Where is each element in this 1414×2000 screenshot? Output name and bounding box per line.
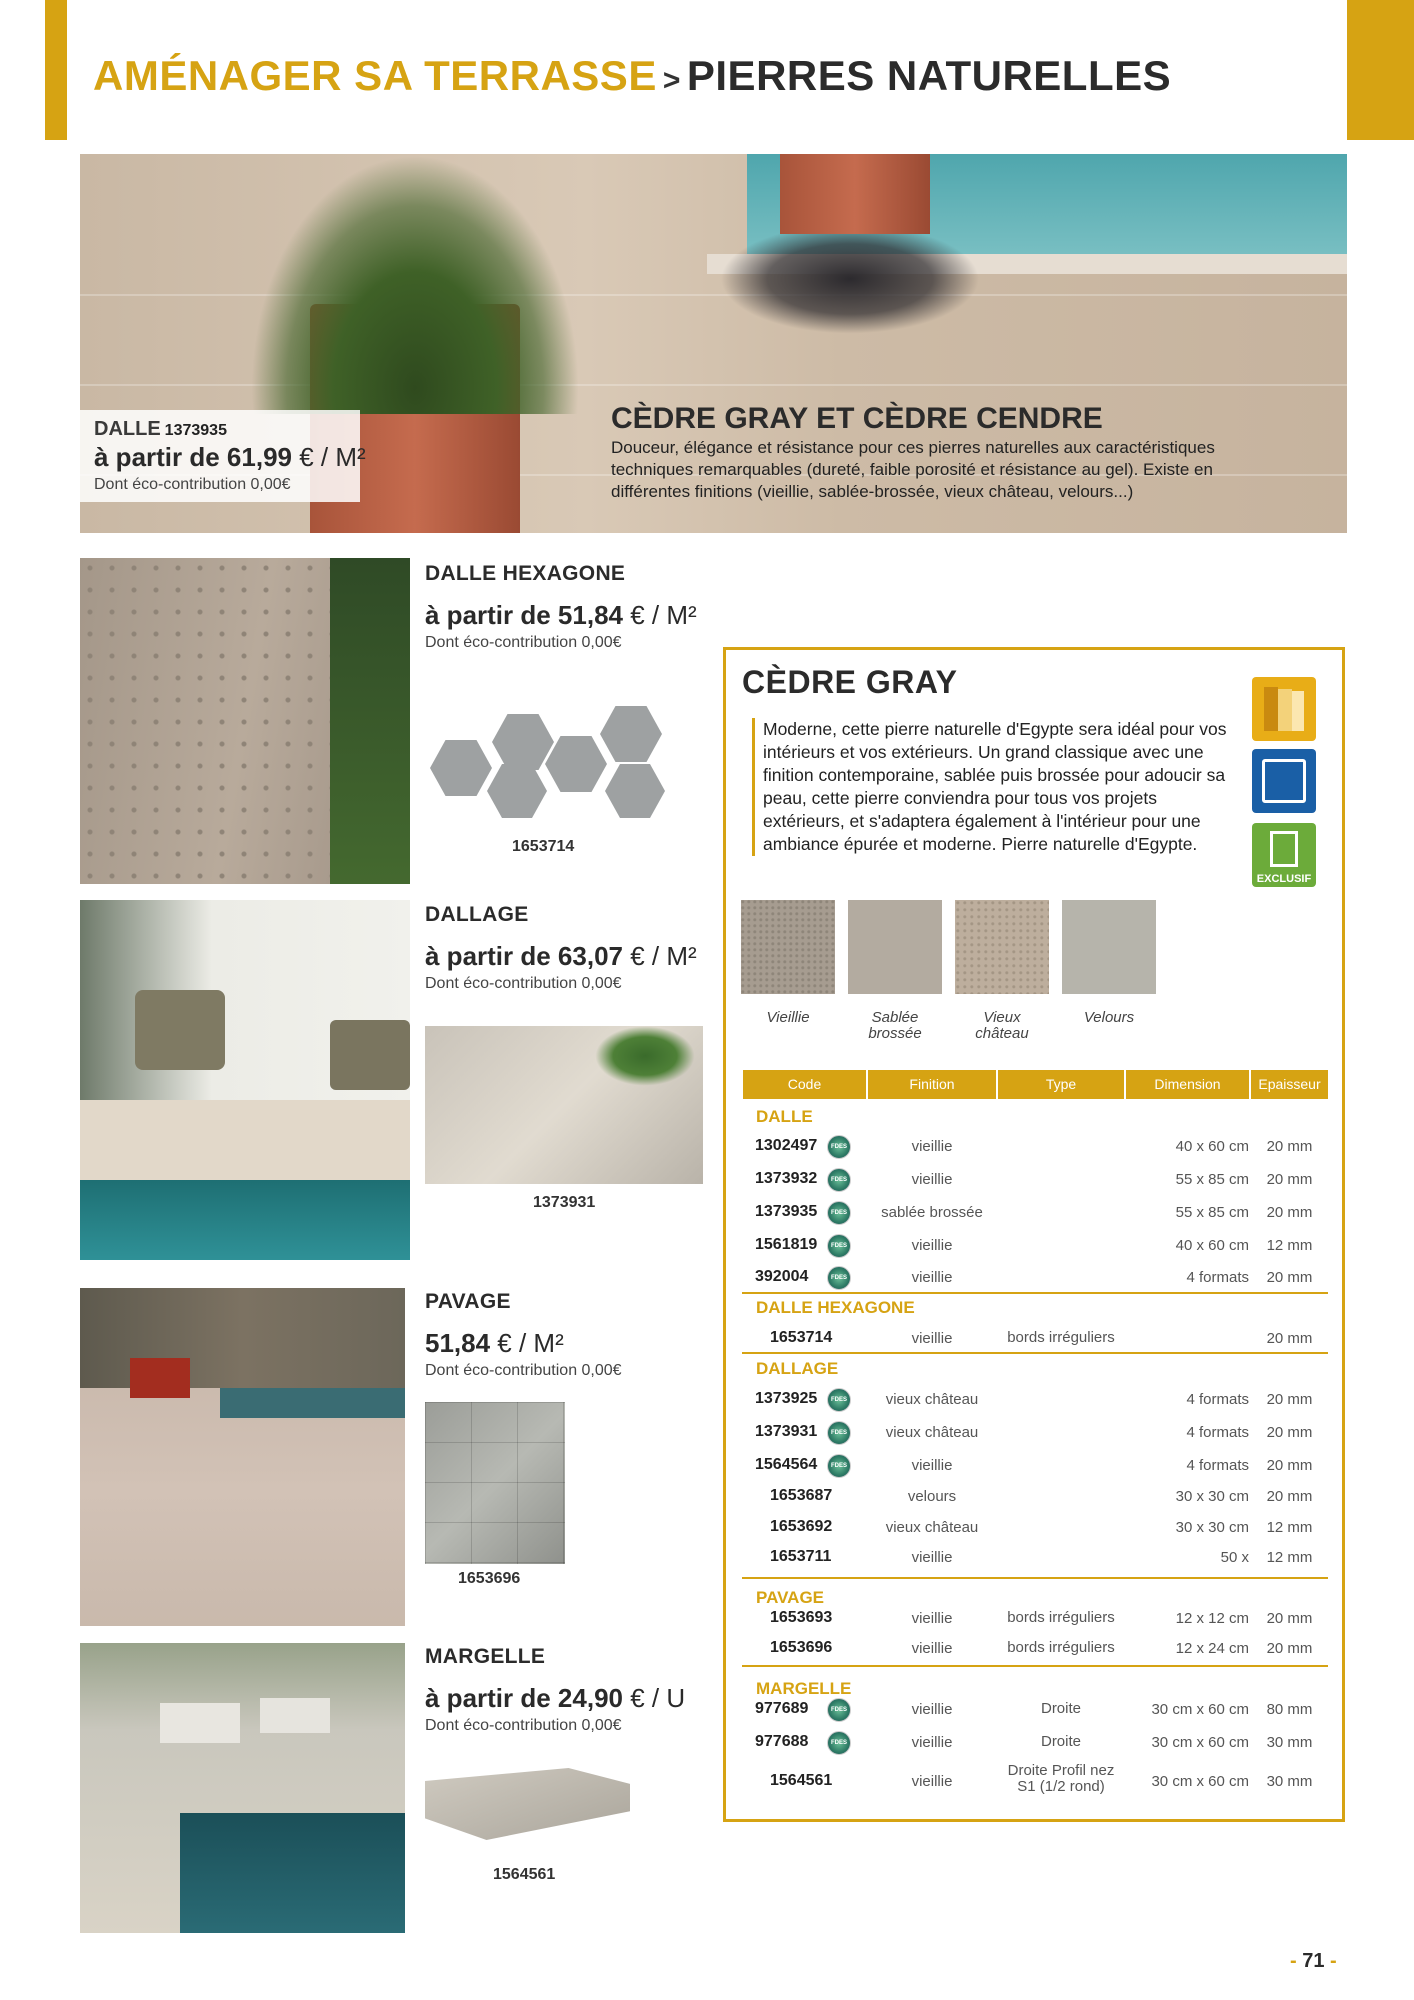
photo-pool <box>220 1388 405 1418</box>
exclusive-label: EXCLUSIF <box>1256 873 1312 885</box>
table-cell-dimension: 40 x 60 cm <box>1175 1237 1249 1254</box>
color-palette-icon <box>1252 677 1316 741</box>
table-cell-finition: vieillie <box>911 1549 953 1566</box>
table-cell-epaisseur: 80 mm <box>1266 1701 1313 1718</box>
page-title <box>93 52 1171 100</box>
table-cell-code: 1564564 <box>755 1456 818 1473</box>
table-cell-finition: vieillie <box>911 1171 953 1188</box>
table-cell-dimension: 4 formats <box>1186 1424 1249 1441</box>
fdes-icon: FDES <box>827 1234 851 1258</box>
table-cell-dimension: 30 cm x 60 cm <box>1151 1701 1249 1718</box>
table-cell-finition: vieillie <box>911 1773 953 1790</box>
table-section-title: MARGELLE <box>756 1679 852 1698</box>
product-code: 1653714 <box>512 838 575 855</box>
hero-pot-back <box>780 154 930 234</box>
table-cell-finition: vieux château <box>885 1391 979 1408</box>
hero-plant-shadow <box>720 224 980 334</box>
table-cell-finition: vieillie <box>911 1734 953 1751</box>
product-price: 51,84 € / M² <box>425 1328 564 1358</box>
fdes-icon: FDES <box>827 1698 851 1722</box>
photo-grass <box>330 558 410 884</box>
table-cell-dimension: 30 cm x 60 cm <box>1151 1734 1249 1751</box>
product-eco-contribution: Dont éco-contribution 0,00€ <box>425 1362 622 1379</box>
product-code: 1653696 <box>458 1570 521 1587</box>
table-cell-code: 977689 <box>755 1700 809 1717</box>
table-cell-epaisseur: 20 mm <box>1266 1424 1313 1441</box>
table-cell-finition: vieillie <box>911 1640 953 1657</box>
photo-pool <box>80 1180 410 1260</box>
table-cell-dimension: 12 x 24 cm <box>1175 1640 1249 1657</box>
table-cell-epaisseur: 20 mm <box>1266 1640 1313 1657</box>
product-eco-contribution: Dont éco-contribution 0,00€ <box>425 1717 622 1734</box>
table-cell-epaisseur: 30 mm <box>1266 1734 1313 1751</box>
fdes-icon: FDES <box>827 1731 851 1755</box>
product-code: 1373931 <box>533 1194 596 1211</box>
table-cell-dimension: 55 x 85 cm <box>1175 1204 1249 1221</box>
table-cell-dimension: 30 cm x 60 cm <box>1151 1773 1249 1790</box>
header-accent-bar-left <box>45 0 67 140</box>
table-cell-type: bords irréguliers <box>1007 1639 1115 1656</box>
table-cell-type: bords irréguliers <box>1007 1329 1115 1346</box>
hero-image <box>80 154 1347 533</box>
exclusive-badge <box>1252 823 1316 887</box>
table-cell-code: 1653692 <box>770 1518 833 1535</box>
box-title: CÈDRE GRAY <box>742 664 958 700</box>
table-cell-epaisseur: 20 mm <box>1266 1488 1313 1505</box>
table-section-title: DALLE <box>756 1107 813 1126</box>
table-section-divider <box>742 1352 1328 1354</box>
product-eco-contribution: Dont éco-contribution 0,00€ <box>425 975 622 992</box>
fdes-icon: FDES <box>827 1266 851 1290</box>
product-code: 1564561 <box>493 1866 556 1883</box>
photo-red-chair <box>130 1358 190 1398</box>
hero-price: à partir de 61,99 € / M² <box>94 442 366 472</box>
table-section-divider <box>742 1665 1328 1667</box>
table-cell-epaisseur: 12 mm <box>1266 1237 1313 1254</box>
finish-label: Sablée brossée <box>868 1009 922 1042</box>
hero-palm <box>250 154 580 414</box>
finish-swatch-velours <box>1062 900 1156 994</box>
photo-stone-wall <box>80 1288 405 1388</box>
fdes-icon: FDES <box>827 1388 851 1412</box>
finish-swatch-vieux-chateau <box>955 900 1049 994</box>
product-price: à partir de 24,90 € / U <box>425 1683 686 1713</box>
table-cell-epaisseur: 30 mm <box>1266 1773 1313 1790</box>
product-photo-pavage <box>80 1288 405 1626</box>
table-cell-code: 392004 <box>755 1268 809 1285</box>
thumbnail-plant <box>595 1026 695 1086</box>
finish-swatch-sablee-brossee <box>848 900 942 994</box>
table-cell-type: Droite Profil nez S1 (1/2 rond) <box>1007 1762 1115 1795</box>
table-cell-finition: vieillie <box>911 1237 953 1254</box>
photo-floor <box>80 1100 410 1180</box>
table-header-code: Code <box>743 1070 866 1099</box>
table-cell-finition: vieillie <box>911 1138 953 1155</box>
hero-title: CÈDRE GRAY ET CÈDRE CENDRE <box>611 402 1103 435</box>
table-cell-code: 1561819 <box>755 1236 818 1253</box>
product-name: PAVAGE <box>425 1290 511 1313</box>
table-section-title: DALLE HEXAGONE <box>756 1298 915 1317</box>
fdes-icon: FDES <box>827 1201 851 1225</box>
table-cell-dimension: 55 x 85 cm <box>1175 1171 1249 1188</box>
table-cell-epaisseur: 20 mm <box>1266 1204 1313 1221</box>
table-cell-code: 1373925 <box>755 1390 818 1407</box>
product-name: DALLAGE <box>425 903 529 926</box>
table-section-title: PAVAGE <box>756 1588 825 1607</box>
product-photo-margelle <box>80 1643 405 1933</box>
dallage-thumbnail <box>425 1026 703 1184</box>
table-cell-epaisseur: 20 mm <box>1266 1269 1313 1286</box>
hero-product-code: 1373935 <box>164 422 227 439</box>
product-photo-hexagone <box>80 558 410 884</box>
table-header-epaisseur: Epaisseur <box>1251 1070 1328 1099</box>
table-cell-code: 1564561 <box>770 1772 833 1789</box>
table-cell-code: 977688 <box>755 1733 809 1750</box>
photo-armchair <box>135 990 225 1070</box>
photo-pool <box>180 1813 405 1933</box>
table-section-divider <box>742 1577 1328 1579</box>
table-cell-code: 1653693 <box>770 1609 833 1626</box>
table-cell-code: 1373931 <box>755 1423 818 1440</box>
subsection-title: PIERRES NATURELLES <box>686 52 1172 99</box>
table-header-finition: Finition <box>868 1070 996 1099</box>
hexagon-tiles-thumbnail <box>430 714 675 804</box>
table-section-title: DALLAGE <box>756 1359 839 1378</box>
finish-label: Vieux château <box>975 1009 1029 1042</box>
table-cell-dimension: 30 x 30 cm <box>1175 1488 1249 1505</box>
box-description: Moderne, cette pierre naturelle d'Egypte sera idéal pour vos intérieurs et vos extérieurs. Un grand classique avec une finition contemporaine, sablée puis brossée pour adoucir sa peau, cette pierre conviendra pour tous vos projets extérieurs, et s'adaptera également à l'intérieur pour une ambiance épurée et moderne. Pierre naturelle d'Egypte. <box>752 718 1233 856</box>
pool-compatible-icon <box>1252 749 1316 813</box>
finish-swatch-vieillie <box>741 900 835 994</box>
table-cell-dimension: 12 x 12 cm <box>1175 1610 1249 1627</box>
pavage-thumbnail <box>425 1402 565 1564</box>
fdes-icon: FDES <box>827 1135 851 1159</box>
table-cell-epaisseur: 20 mm <box>1266 1330 1313 1347</box>
finish-label: Velours <box>1083 1009 1135 1026</box>
table-cell-dimension: 30 x 30 cm <box>1175 1519 1249 1536</box>
hero-price-box <box>80 410 366 502</box>
table-cell-dimension: 4 formats <box>1186 1269 1249 1286</box>
table-cell-finition: vieillie <box>911 1701 953 1718</box>
table-header-dimension: Dimension <box>1126 1070 1249 1099</box>
table-section-divider <box>742 1292 1328 1294</box>
photo-armchair <box>330 1020 410 1090</box>
table-cell-epaisseur: 20 mm <box>1266 1138 1313 1155</box>
product-photo-dallage <box>80 900 410 1260</box>
table-cell-finition: vieillie <box>911 1457 953 1474</box>
hero-product-label: DALLE 1373935 <box>94 418 227 440</box>
hero-eco-contribution: Dont éco-contribution 0,00€ <box>94 476 291 493</box>
table-cell-code: 1653711 <box>770 1548 832 1565</box>
photo-lounger <box>160 1703 240 1743</box>
breadcrumb-separator: > <box>662 64 681 97</box>
fdes-icon: FDES <box>827 1168 851 1192</box>
table-cell-finition: vieillie <box>911 1269 953 1286</box>
fdes-icon: FDES <box>827 1421 851 1445</box>
table-cell-epaisseur: 12 mm <box>1266 1519 1313 1536</box>
table-cell-epaisseur: 12 mm <box>1266 1549 1313 1566</box>
hero-description: Douceur, élégance et résistance pour ces pierres naturelles aux caractéristiques techniques remarquables (dureté, faible porosité et résistance au gel). Existe en différentes finitions (vieillie, sablée-brossée, vieux château, velours...) <box>611 438 1215 501</box>
table-cell-code: 1653714 <box>770 1329 833 1346</box>
margelle-thumbnail <box>425 1768 630 1840</box>
table-cell-dimension: 50 x <box>1220 1549 1249 1566</box>
product-name: MARGELLE <box>425 1645 546 1668</box>
finish-label: Vieillie <box>766 1009 810 1026</box>
product-eco-contribution: Dont éco-contribution 0,00€ <box>425 634 622 651</box>
product-price: à partir de 51,84 € / M² <box>425 600 697 630</box>
table-cell-epaisseur: 20 mm <box>1266 1391 1313 1408</box>
photo-lounger <box>260 1698 330 1733</box>
table-cell-type: Droite <box>1040 1733 1081 1750</box>
table-cell-code: 1373932 <box>755 1170 818 1187</box>
table-cell-finition: vieux château <box>885 1519 979 1536</box>
product-price: à partir de 63,07 € / M² <box>425 941 697 971</box>
table-cell-code: 1653687 <box>770 1487 833 1504</box>
table-cell-epaisseur: 20 mm <box>1266 1610 1313 1627</box>
section-title: AMÉNAGER SA TERRASSE <box>93 52 657 99</box>
table-cell-epaisseur: 20 mm <box>1266 1457 1313 1474</box>
table-cell-finition: vieillie <box>911 1330 953 1347</box>
table-cell-dimension: 4 formats <box>1186 1457 1249 1474</box>
table-header-type: Type <box>998 1070 1124 1099</box>
product-name: DALLE HEXAGONE <box>425 562 626 585</box>
table-cell-code: 1302497 <box>755 1137 818 1154</box>
table-cell-finition: vieux château <box>885 1424 979 1441</box>
table-cell-finition: vieillie <box>911 1610 953 1627</box>
table-cell-finition: sablée brossée <box>881 1204 983 1221</box>
fdes-icon: FDES <box>827 1454 851 1478</box>
table-cell-dimension: 4 formats <box>1186 1391 1249 1408</box>
table-cell-code: 1653696 <box>770 1639 833 1656</box>
table-cell-code: 1373935 <box>755 1203 818 1220</box>
page-number: - 71 - <box>1290 1950 1337 1972</box>
table-cell-dimension: 40 x 60 cm <box>1175 1138 1249 1155</box>
table-cell-type: bords irréguliers <box>1007 1609 1115 1626</box>
table-cell-finition: velours <box>907 1488 957 1505</box>
table-cell-epaisseur: 20 mm <box>1266 1171 1313 1188</box>
table-cell-type: Droite <box>1040 1700 1081 1717</box>
header-accent-bar-right <box>1347 0 1414 140</box>
